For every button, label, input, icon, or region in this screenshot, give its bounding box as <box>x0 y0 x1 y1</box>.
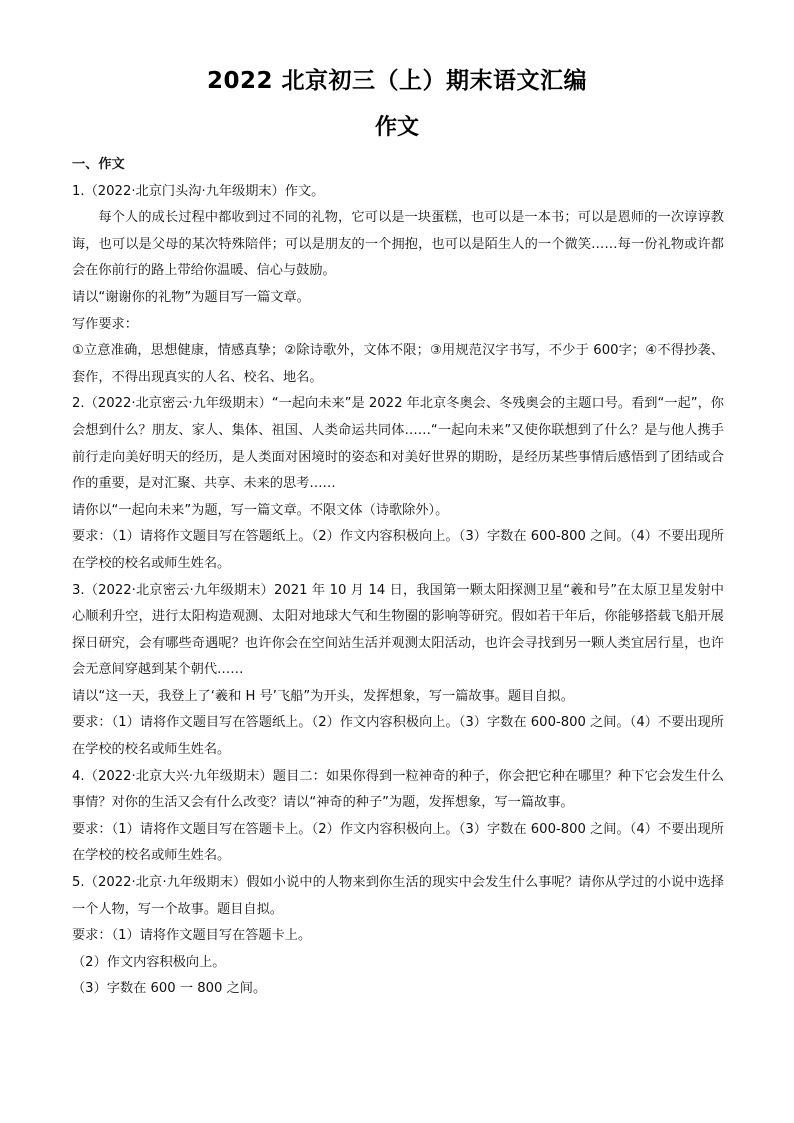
document-body <box>72 152 724 1003</box>
q2-header: 2.（2022·北京密云·九年级期末）“一起向未来”是 2022 年北京冬奥会、冬残奥会的主题口号。看到“一起”，你会想到什么？朋友、家人、集体、祖国、人类命运共同体……“一起向未来”又使你联想到了什么？是与他人携手前行走向美好明天的经历，是人类面对困境时的姿态和对美好世界的期盼，是经历某些事情后感悟到了团结或合作的重要，是对汇聚、共享、未来的思考…… <box>72 396 724 492</box>
document-subtitle: 作文 <box>374 115 419 140</box>
section-heading: 一、作文 <box>72 157 125 172</box>
q5-req-2: （2）作文内容积极向上。 <box>72 954 226 970</box>
q5-header: 5.（2022·北京·九年级期末）假如小说中的人物来到你生活的现实中会发生什么事呢？请你从学过的小说中选择一个人物，写一个故事。题目自拟。 <box>72 875 724 917</box>
q1-task: 请以“谢谢你的礼物”为题目写一篇文章。 <box>72 289 310 305</box>
q2-task: 请你以“一起向未来”为题，写一篇文章。不限文体（诗歌除外）。 <box>72 502 449 518</box>
q3-req: 要求：（1）请将作文题目写在答题纸上。（2）作文内容积极向上。（3）字数在 600-800 之间。（4）不要出现所在学校的校名或师生姓名。 <box>72 715 724 758</box>
q3-header: 3.（2022·北京密云·九年级期末）2021 年 10 月 14 日，我国第一颗太阳探测卫星“羲和号”在太原卫星发射中心顺利升空，进行太阳构造观测、太阳对地球大气和生物圈的影响等研究。假如若干年后，你能够搭载飞船开展探日研究，会有哪些奇遇呢？也许你会在空间站生活并观测太阳活动，也许会寻找到另一颗人类宜居行星，也许会无意间穿越到某个朝代…… <box>72 582 724 678</box>
q2-req: 要求：（1）请将作文题目写在答题纸上。（2）作文内容积极向上。（3）字数在 600-800 之间。（4）不要出现所在学校的校名或师生姓名。 <box>72 529 724 571</box>
q3-task: 请以“这一天，我登上了‘羲和 H 号’飞船”为开头，发挥想象，写一篇故事。题目自拟。 <box>72 688 574 704</box>
q4-req: 要求：（1）请将作文题目写在答题卡上。（2）作文内容积极向上。（3）字数在 600-800 之间。（4）不要出现所在学校的校名或师生姓名。 <box>72 821 724 864</box>
document-title: 2022 北京初三（上）期末语文汇编 <box>206 68 588 94</box>
q1-prompt: 每个人的成长过程中都收到过不同的礼物，它可以是一块蛋糕，也可以是一本书；可以是恩师的一次谆谆教诲，也可以是父母的某次特殊陪伴；可以是朋友的一个拥抱，也可以是陌生人的一个微笑……每一份礼物或许都会在你前行的路上带给你温暖、信心与鼓励。 <box>72 210 724 279</box>
q1-req-label: 写作要求： <box>72 316 138 332</box>
q1-header: 1.（2022·北京门头沟·九年级期末）作文。 <box>72 183 325 199</box>
q5-req-3: （3）字数在 600 一 800 之间。 <box>72 981 267 997</box>
q4-header: 4.（2022·北京大兴·九年级期末）题目二：如果你得到一粒神奇的种子，你会把它种在哪里？种下它会发生什么事情？对你的生活又会有什么改变？请以“神奇的种子”为题，发挥想象，写一篇故事。 <box>72 768 724 811</box>
q1-req: ①立意准确，思想健康，情感真挚；②除诗歌外，文体不限；③用规范汉字书写，不少于 600字；④不得抄袭、套作，不得出现真实的人名、校名、地名。 <box>72 343 724 385</box>
q5-req-1: 要求：（1）请将作文题目写在答题卡上。 <box>72 928 312 944</box>
question-list <box>72 179 724 1003</box>
